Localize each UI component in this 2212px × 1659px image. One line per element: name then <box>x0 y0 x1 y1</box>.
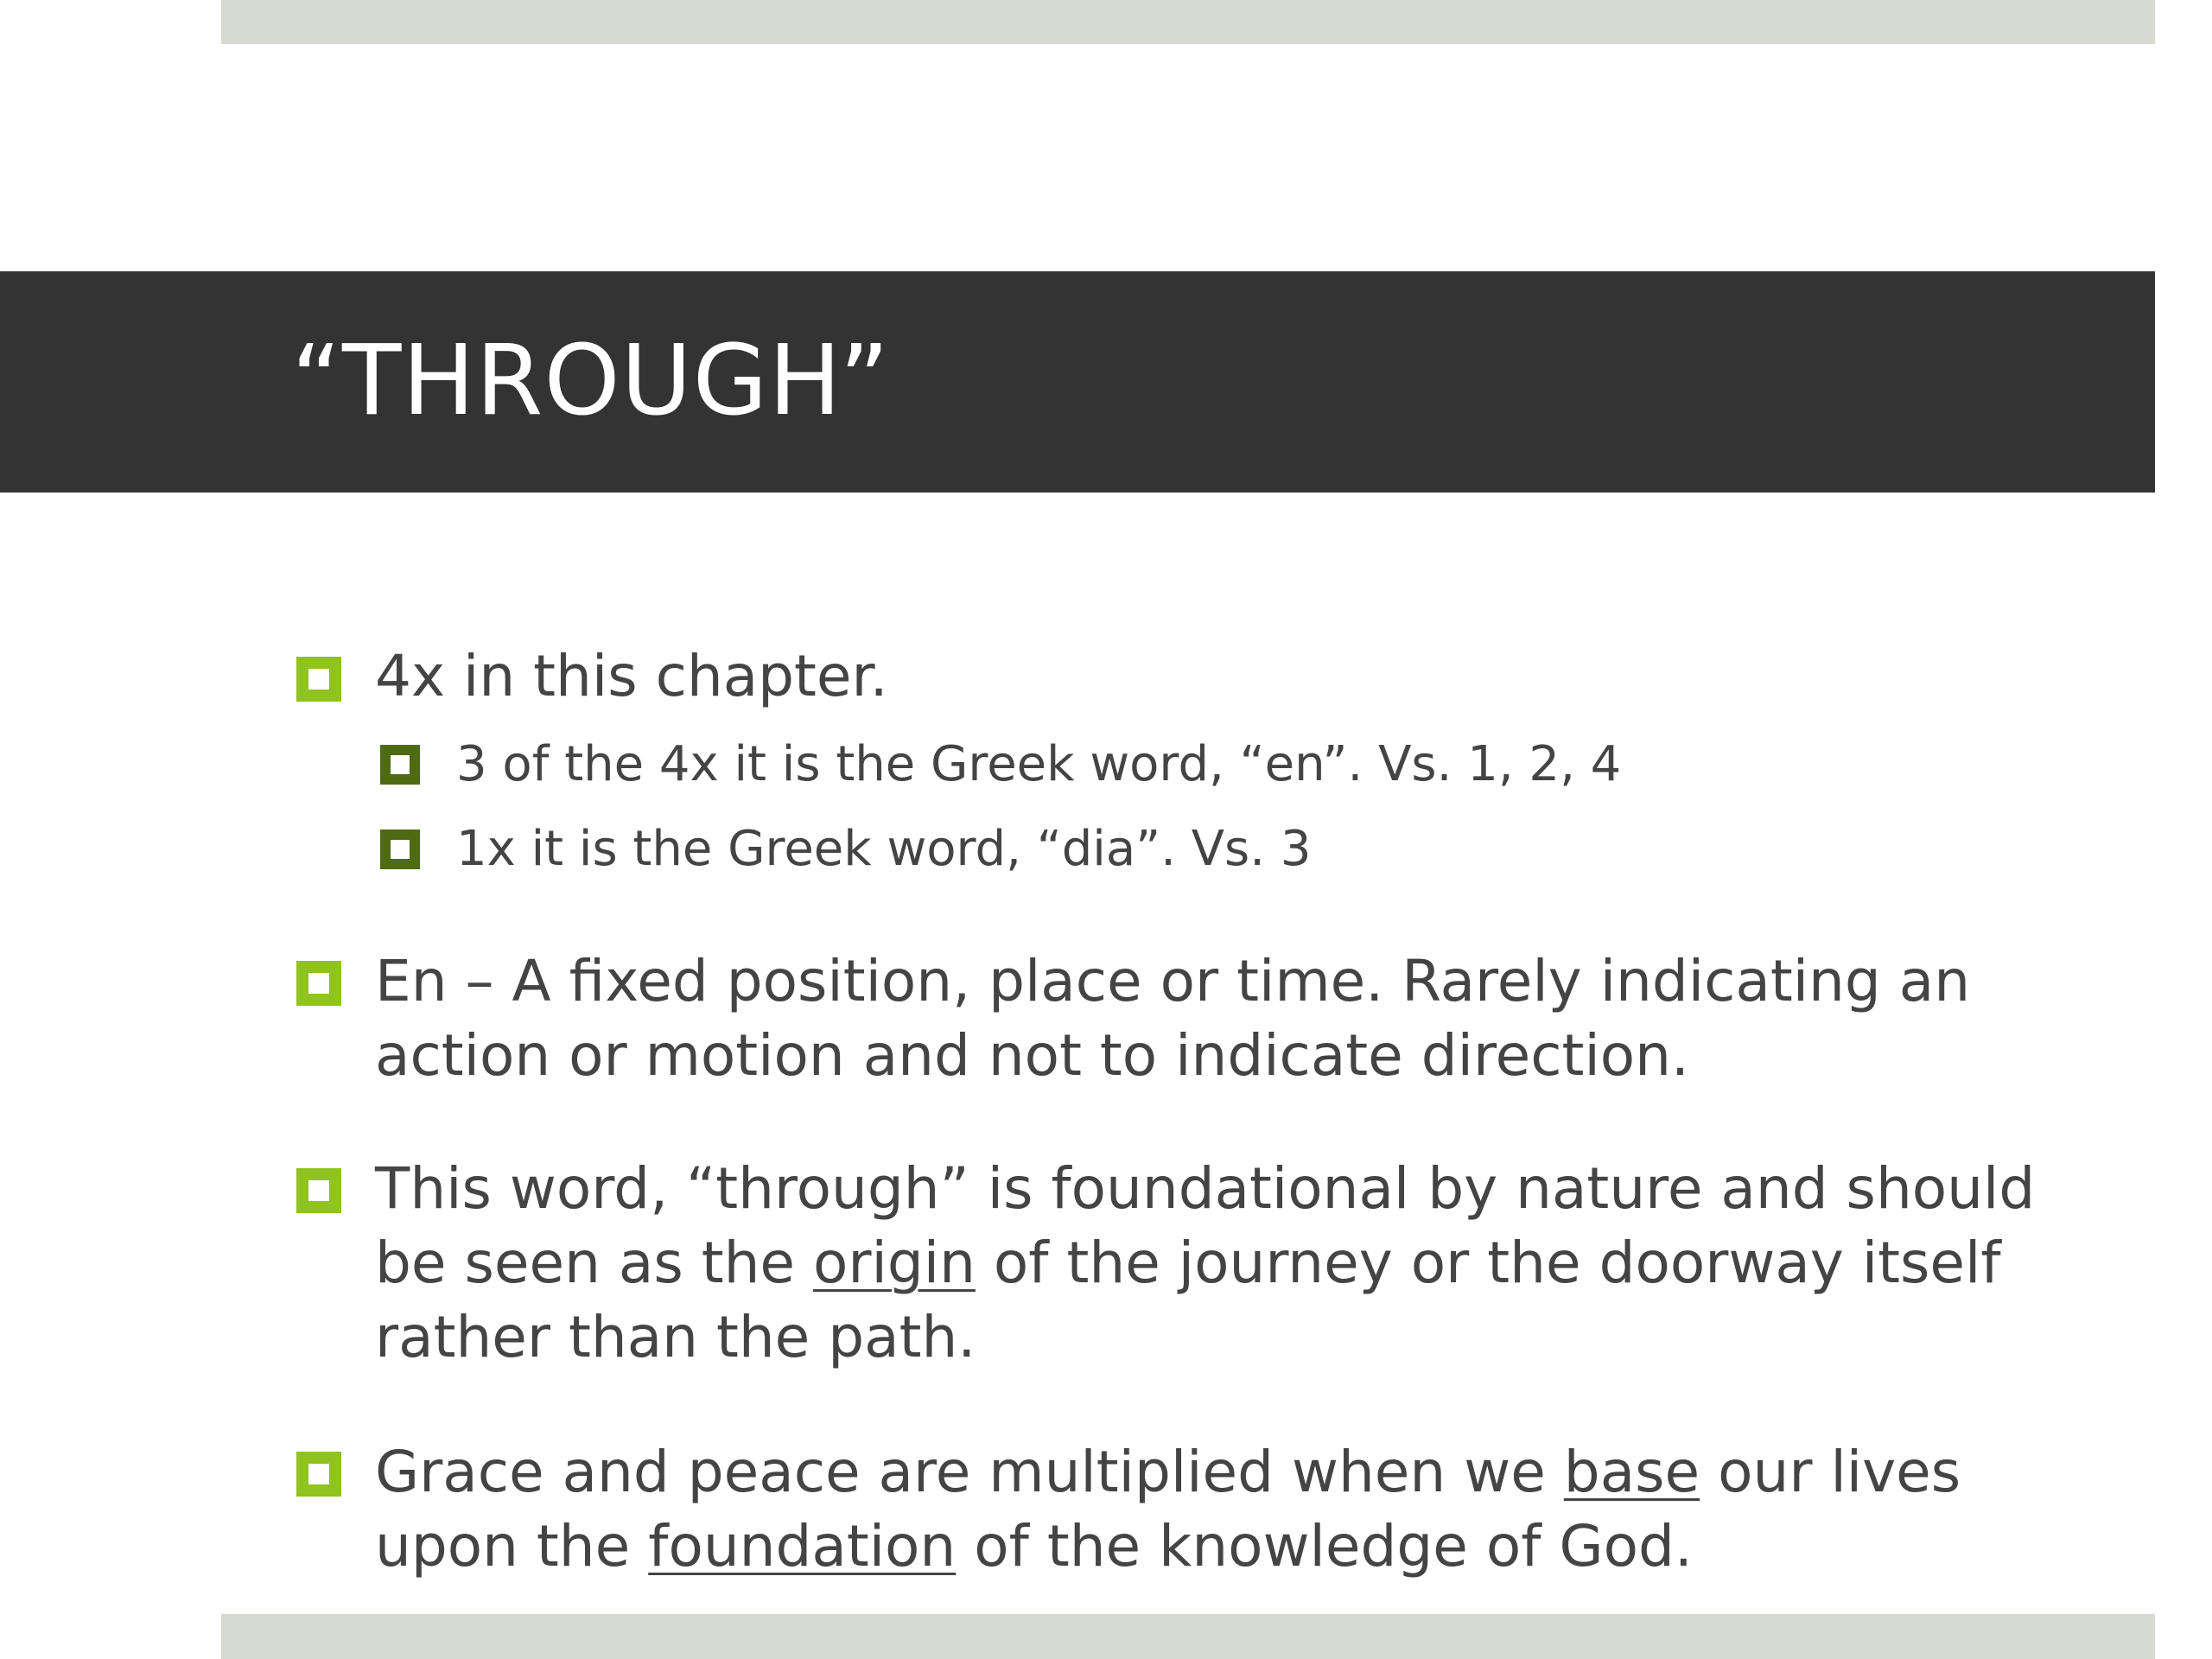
text-run: our lives <box>1700 1439 1961 1505</box>
sub-bullet-text-1: 3 of the 4x it is the Greek word, “en”. Vs. 1, 2, 4 <box>456 736 1622 792</box>
bullet-square-icon <box>296 657 341 702</box>
text-run: be seen as the <box>375 1230 813 1296</box>
underlined-word-base: base <box>1563 1439 1700 1505</box>
sub-bullet-square-icon <box>380 830 420 869</box>
sub-bullet-square-icon <box>380 745 420 785</box>
underlined-word-foundation: foundation <box>648 1513 957 1580</box>
bullet-text-4-line-1 <box>375 1435 1961 1510</box>
bullet-text-3-line-3: rather than the path. <box>375 1304 976 1370</box>
bullet-text-2-line-1: En – A fixed position, place or time. Rarely indicating an <box>375 948 1971 1014</box>
underlined-word-origin: origin <box>813 1230 976 1296</box>
bullet-text-2-line-2: action or motion and not to indicate direction. <box>375 1022 1689 1089</box>
sub-bullet-text-2: 1x it is the Greek word, “dia”. Vs. 3 <box>456 821 1312 877</box>
bullet-square-icon <box>296 961 341 1006</box>
bullet-square-icon <box>296 1452 341 1497</box>
bullet-text-1: 4x in this chapter. <box>375 643 888 709</box>
bullet-text-3-line-1: This word, “through” is foundational by nature and should <box>375 1155 2036 1222</box>
text-run: Grace and peace are multiplied when we <box>375 1439 1564 1505</box>
bullet-text-4-line-2 <box>375 1510 1693 1584</box>
slide-title: “THROUGH” <box>291 325 891 437</box>
text-run: upon the <box>375 1513 649 1580</box>
text-run: of the knowledge of God. <box>956 1513 1693 1580</box>
bottom-accent-bar <box>221 1614 2155 1659</box>
bullet-square-icon <box>296 1168 341 1213</box>
bullet-text-3-line-2 <box>375 1226 2001 1300</box>
text-run: of the journey or the doorway itself <box>975 1230 2001 1296</box>
